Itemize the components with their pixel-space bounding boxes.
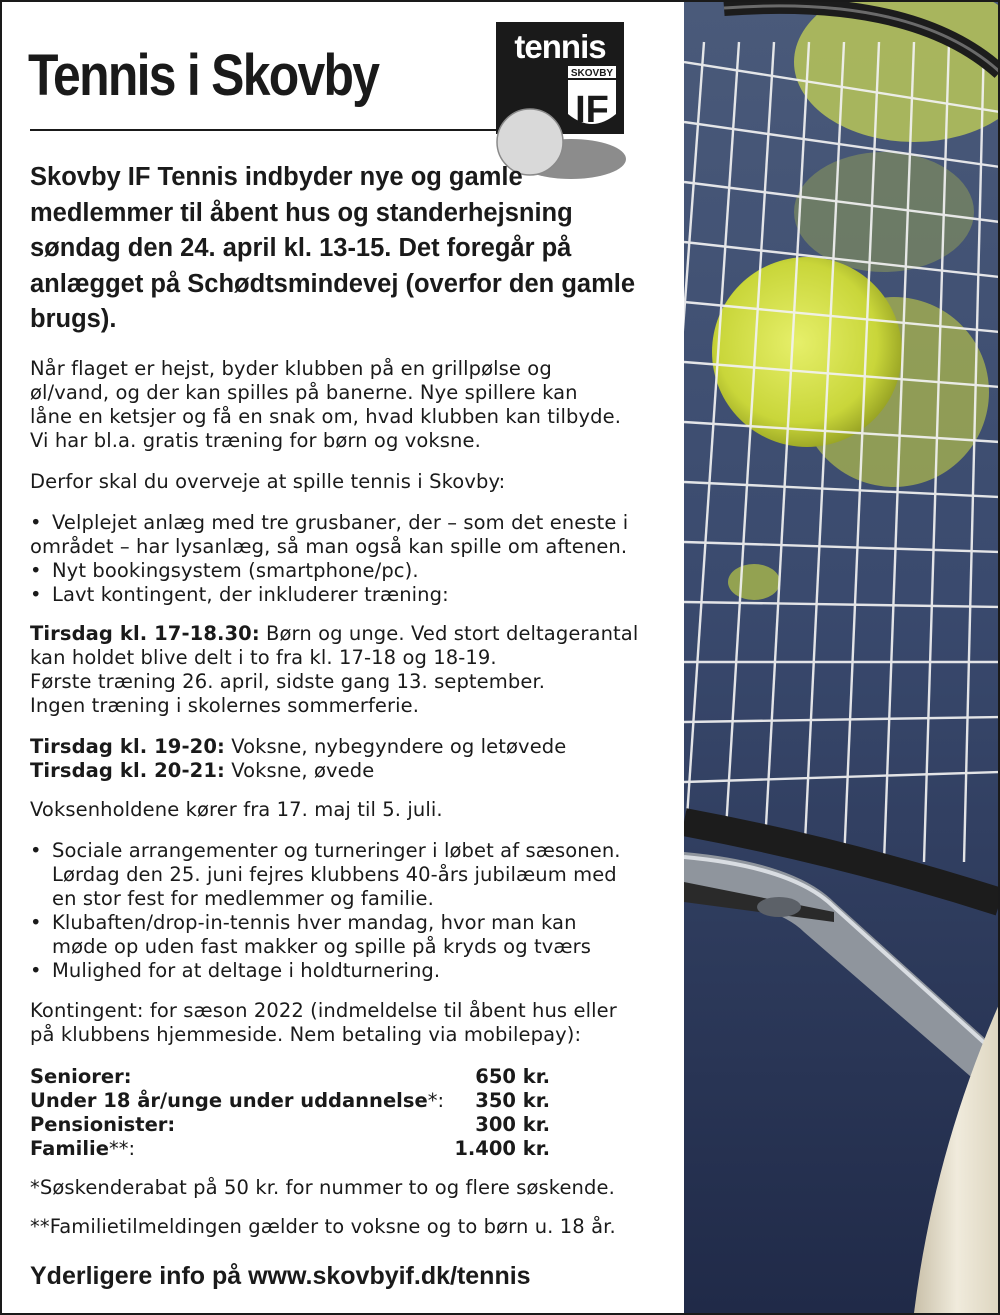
bullet-icon: • bbox=[30, 583, 42, 606]
training-time-label: Tirsdag kl. 17-18.30: bbox=[30, 622, 260, 645]
fees-table bbox=[30, 1065, 550, 1161]
training-time-label: Tirsdag kl. 20-21: bbox=[30, 759, 225, 782]
logo-initials: IF bbox=[575, 89, 609, 131]
table-row: Under 18 år/unge under uddannelse*: 350 kr. bbox=[30, 1089, 550, 1112]
fee-price: 650 kr. bbox=[475, 1065, 550, 1088]
fee-price: 1.400 kr. bbox=[454, 1137, 550, 1160]
club-logo bbox=[496, 22, 626, 182]
benefits-list: • Velplejet anlæg med tre grusbaner, der – som det eneste i området – har lysanlæg, så man også kan spille om aftenen. • Nyt bookingsystem (smartphone/pc). • Lavt kontingent, der inkluderer træning: bbox=[30, 511, 678, 607]
tennis-racket-photo bbox=[684, 2, 1000, 1313]
table-row bbox=[30, 1113, 550, 1137]
bullet-icon: • bbox=[30, 959, 42, 982]
list-item: • Nyt bookingsystem (smartphone/pc). bbox=[30, 559, 419, 582]
intro-paragraph: Når flaget er hejst, byder klubben på en grillpølse og øl/vand, og der kan spilles på banerne. Nye spillere kan låne en ketsjer og få en snak om, hvad klubben kan tilbyde. Vi har bl.a. gratis træning for børn og voksne. bbox=[30, 357, 621, 452]
list-item: • Sociale arrangementer og turneringer i løbet af sæsonen. Lørdag den 25. juni fejres klubbens 40-års jubilæum med en stor fest for medlemmer og familie. bbox=[30, 839, 621, 910]
text-column bbox=[2, 2, 684, 1313]
list-item: • Mulighed for at deltage i holdturnering. bbox=[30, 959, 441, 982]
fee-price: 350 kr. bbox=[475, 1089, 550, 1112]
bullet-icon: • bbox=[30, 911, 42, 934]
footnote-family: **Familietilmeldingen gælder to voksne og to børn u. 18 år. bbox=[30, 1215, 616, 1238]
adult-period: Voksenholdene kører fra 17. maj til 5. juli. bbox=[30, 798, 443, 821]
logo-club-name: SKOVBY bbox=[570, 68, 614, 79]
list-item: • Lavt kontingent, der inkluderer træning: bbox=[30, 583, 449, 606]
page-title: Tennis i Skovby bbox=[28, 43, 379, 108]
children-training: Tirsdag kl. 17-18.30: Børn og unge. Ved stort deltagerantal kan holdet blive delt i to fra kl. 17-18 og 18-19. Første træning 26. april, sidste gang 13. september. Ingen træning i skolernes sommerferie. bbox=[30, 622, 639, 717]
list-item: • Klubaften/drop-in-tennis hver mandag, hvor man kan møde op uden fast makker og spille på kryds og tværs bbox=[30, 911, 591, 958]
fee-category: Under 18 år/unge under uddannelse bbox=[30, 1089, 428, 1112]
table-row: Familie**: 1.400 kr. bbox=[30, 1137, 550, 1160]
title-divider bbox=[30, 129, 532, 131]
footer-info-link: Yderligere info på www.skovbyif.dk/tennis bbox=[30, 1262, 531, 1290]
tennis-ball-icon bbox=[728, 564, 780, 600]
fee-price: 300 kr. bbox=[475, 1113, 550, 1136]
footnote-siblings: *Søskenderabat på 50 kr. for nummer to og flere søskende. bbox=[30, 1176, 615, 1199]
fee-category: Seniorer: bbox=[30, 1065, 132, 1088]
bullet-icon: • bbox=[30, 511, 42, 534]
list-item: • Velplejet anlæg med tre grusbaner, der – som det eneste i bbox=[30, 511, 629, 534]
adult-training: Tirsdag kl. 19-20: Voksne, nybegyndere og letøvede Tirsdag kl. 20-21: Voksne, øvede bbox=[30, 735, 567, 782]
activities-list bbox=[30, 839, 678, 983]
training-time-label: Tirsdag kl. 19-20: bbox=[30, 735, 225, 758]
bullet-icon: • bbox=[30, 559, 42, 582]
reasons-heading: Derfor skal du overveje at spille tennis i Skovby: bbox=[30, 470, 506, 493]
bullet-icon: • bbox=[30, 839, 42, 862]
fee-category: Pensionister: bbox=[30, 1113, 176, 1136]
logo-word: tennis bbox=[514, 28, 606, 65]
table-row bbox=[30, 1065, 550, 1089]
tennis-ball-icon bbox=[794, 152, 974, 272]
racket-illustration bbox=[684, 2, 1000, 1313]
fee-category: Familie bbox=[30, 1137, 109, 1160]
tennis-ball-icon bbox=[712, 257, 902, 447]
lead-paragraph: Skovby IF Tennis indbyder nye og gamle medlemmer til åbent hus og standerhejsning søndag den 24. april kl. 13-15. Det foregår på anlægget på Schødtsmindevej (overfor den gamle brugs). bbox=[30, 163, 636, 333]
fees-intro: Kontingent: for sæson 2022 (indmeldelse til åbent hus eller på klubbens hjemmeside. Nem betaling via mobilepay): bbox=[30, 999, 617, 1046]
